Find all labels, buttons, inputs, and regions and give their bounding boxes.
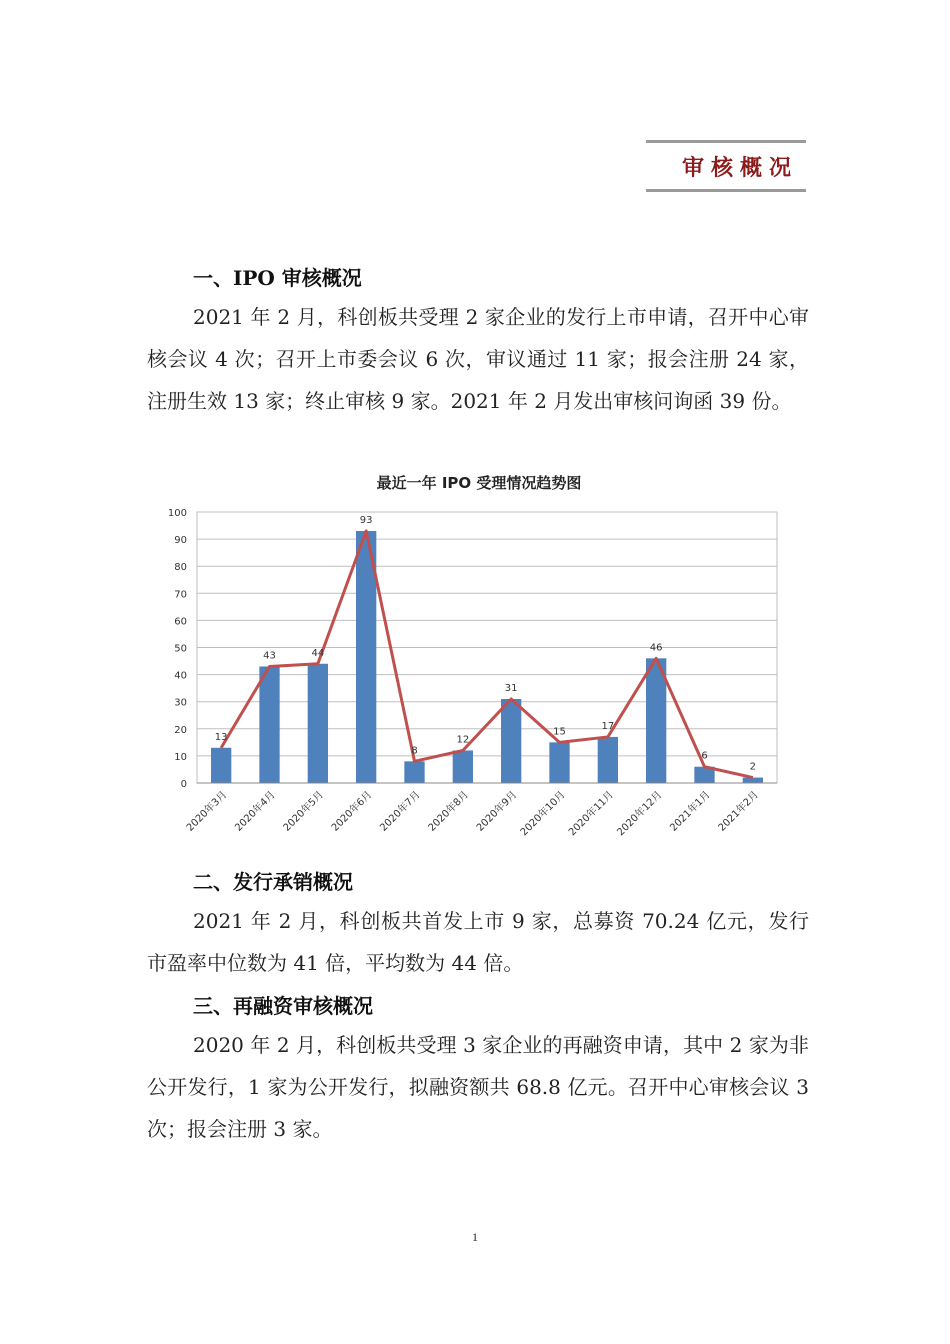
chart-title: 最近一年 IPO 受理情况趋势图 (376, 474, 582, 492)
section-heading-ipo: 一、IPO 审核概况 (193, 266, 362, 290)
ipo-trend-chart (147, 462, 797, 857)
bar (259, 666, 279, 783)
data-label: 12 (456, 734, 470, 746)
bar (453, 750, 473, 783)
data-label: 6 (701, 750, 708, 762)
x-tick-label: 2020年7月 (378, 789, 423, 834)
data-label: 8 (411, 745, 418, 757)
x-tick-label: 2020年6月 (329, 789, 375, 834)
data-label: 17 (601, 720, 615, 732)
data-label: 93 (359, 514, 373, 526)
bar (501, 699, 521, 783)
data-label: 46 (649, 642, 663, 654)
x-tick-label: 2020年9月 (474, 789, 520, 834)
bar (549, 742, 569, 783)
section-heading-refinancing: 三、再融资审核概况 (193, 994, 373, 1018)
x-tick-label: 2020年5月 (281, 789, 326, 834)
data-label: 31 (504, 682, 518, 694)
x-tick-label: 2020年3月 (184, 789, 230, 834)
y-tick-label: 10 (174, 751, 187, 763)
y-tick-label: 50 (174, 643, 187, 655)
x-tick-label: 2020年10月 (518, 789, 568, 839)
x-tick-label: 2021年1月 (668, 789, 713, 834)
y-tick-label: 60 (174, 616, 187, 628)
page-number: 1 (472, 1230, 478, 1244)
y-tick-label: 40 (174, 670, 187, 682)
bar (404, 761, 424, 783)
y-tick-label: 0 (180, 779, 187, 790)
bar (743, 778, 763, 783)
x-tick-label: 2020年12月 (615, 789, 665, 839)
section-banner (646, 140, 806, 192)
y-tick-label: 80 (174, 562, 187, 574)
y-tick-label: 30 (174, 697, 187, 709)
data-label: 43 (263, 650, 276, 662)
paragraph-issuance: 2021 年 2 月，科创板共首发上市 9 家，总募资 70.24 亿元，发行市盈率中位数为 41 倍，平均数为 44 倍。 (147, 909, 809, 975)
x-tick-label: 2020年8月 (426, 789, 471, 834)
x-tick-label: 2020年4月 (233, 789, 278, 834)
bar (308, 664, 328, 783)
x-tick-label: 2020年11月 (567, 789, 616, 839)
data-label: 44 (311, 647, 325, 659)
data-label: 13 (214, 731, 228, 743)
y-tick-label: 90 (174, 535, 187, 547)
y-tick-label: 70 (174, 589, 187, 601)
trend-line (221, 531, 753, 778)
bar (598, 737, 618, 783)
paragraph-ipo: 2021 年 2 月，科创板共受理 2 家企业的发行上市申请，召开中心审核会议 4 次；召开上市委会议 6 次，审议通过 11 家；报会注册 24 家，注册生效 13 家；终止审核 9 家。2021 年 2 月发出审核问询函 39 份。 (147, 305, 809, 413)
y-tick-label: 20 (174, 724, 187, 736)
section-heading-issuance: 二、发行承销概况 (193, 870, 353, 894)
y-tick-label: 100 (167, 508, 187, 519)
banner-title: 审核概况 (681, 156, 798, 181)
x-tick-label: 2021年2月 (716, 789, 761, 834)
data-label: 2 (749, 761, 757, 773)
bar (211, 748, 231, 783)
data-label: 15 (553, 726, 566, 738)
paragraph-refinancing: 2020 年 2 月，科创板共受理 3 家企业的再融资申请，其中 2 家为非公开发行，1 家为公开发行，拟融资额共 68.8 亿元。召开中心审核会议 3 次；报会注册 3 家。 (147, 1033, 809, 1141)
